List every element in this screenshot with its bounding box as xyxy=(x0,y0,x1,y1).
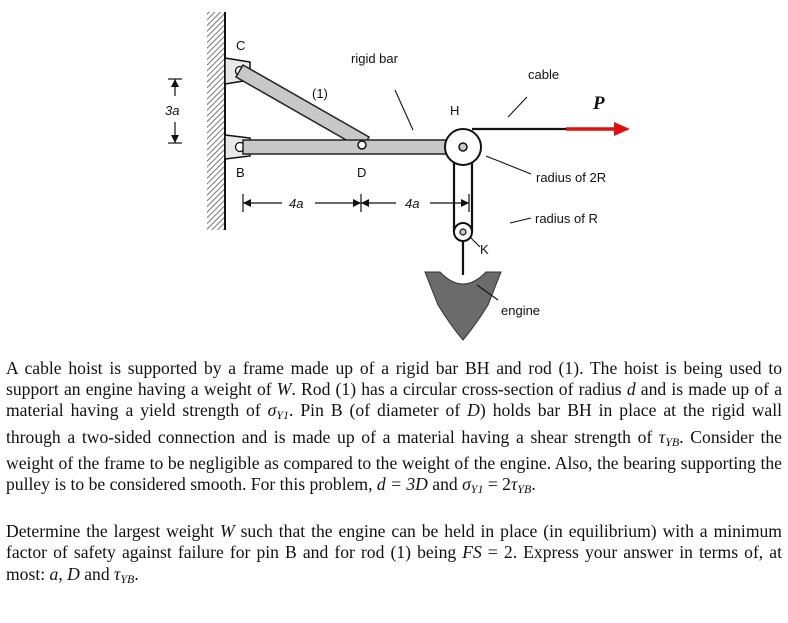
rigid-wall xyxy=(207,12,225,230)
label-radius-r: radius of R xyxy=(535,211,598,226)
rod-1 xyxy=(236,65,369,149)
problem-paragraph-1: A cable hoist is supported by a frame made up of a rigid bar BH and rod (1). The hoist is being used to support an engine having a weight of W. Rod (1) has a circular cross-section of radius d and is made up of a material having a yield strength of $\sigma_{Y1}$. Pin B (of diameter of D) holds bar BH in place at the rigid wall through a two-sided connection and is made up of a material having a shear strength of $\tau_{YB}$. Consider the weight of the frame to be negligible as compared to the weight of the engine. Also, the bearing supporting the pulley is to be considered smooth. For this problem, d = 3D and $\sigma_{Y1} = 2\tau_{YB}$. xyxy=(6,358,783,497)
label-cable: cable xyxy=(528,67,560,82)
label-rod-1: (1) xyxy=(312,86,328,101)
label-d: D xyxy=(357,165,367,180)
label-h: H xyxy=(450,103,460,118)
problem-paragraph-2: Determine the largest weight W such that the engine can be held in place (in equilibrium) with a minimum factor of safety against failure for pin B and for rod (1) being FS = 2. Express your answer in terms of, at most: a, D and $\tau_{YB}$. xyxy=(6,521,782,586)
label-rigid-bar: rigid bar xyxy=(351,51,398,66)
label-b: B xyxy=(236,165,245,180)
force-p-arrow xyxy=(566,122,630,136)
rigid-bar-bh xyxy=(243,140,469,154)
label-k: K xyxy=(480,242,489,257)
problem-statement xyxy=(6,358,782,590)
label-radius-2r: radius of 2R xyxy=(536,170,607,185)
pulley-h xyxy=(445,129,481,165)
label-4a-right: 4a xyxy=(405,196,420,211)
label-3a: 3a xyxy=(165,103,180,118)
label-c: C xyxy=(236,38,246,53)
engine-shape xyxy=(425,272,501,340)
label-4a-left: 4a xyxy=(289,196,304,211)
label-p: P xyxy=(593,93,605,114)
pulley-k xyxy=(454,223,472,241)
pin-d xyxy=(358,141,366,149)
dimension-4a xyxy=(243,194,469,212)
label-engine: engine xyxy=(501,303,541,318)
